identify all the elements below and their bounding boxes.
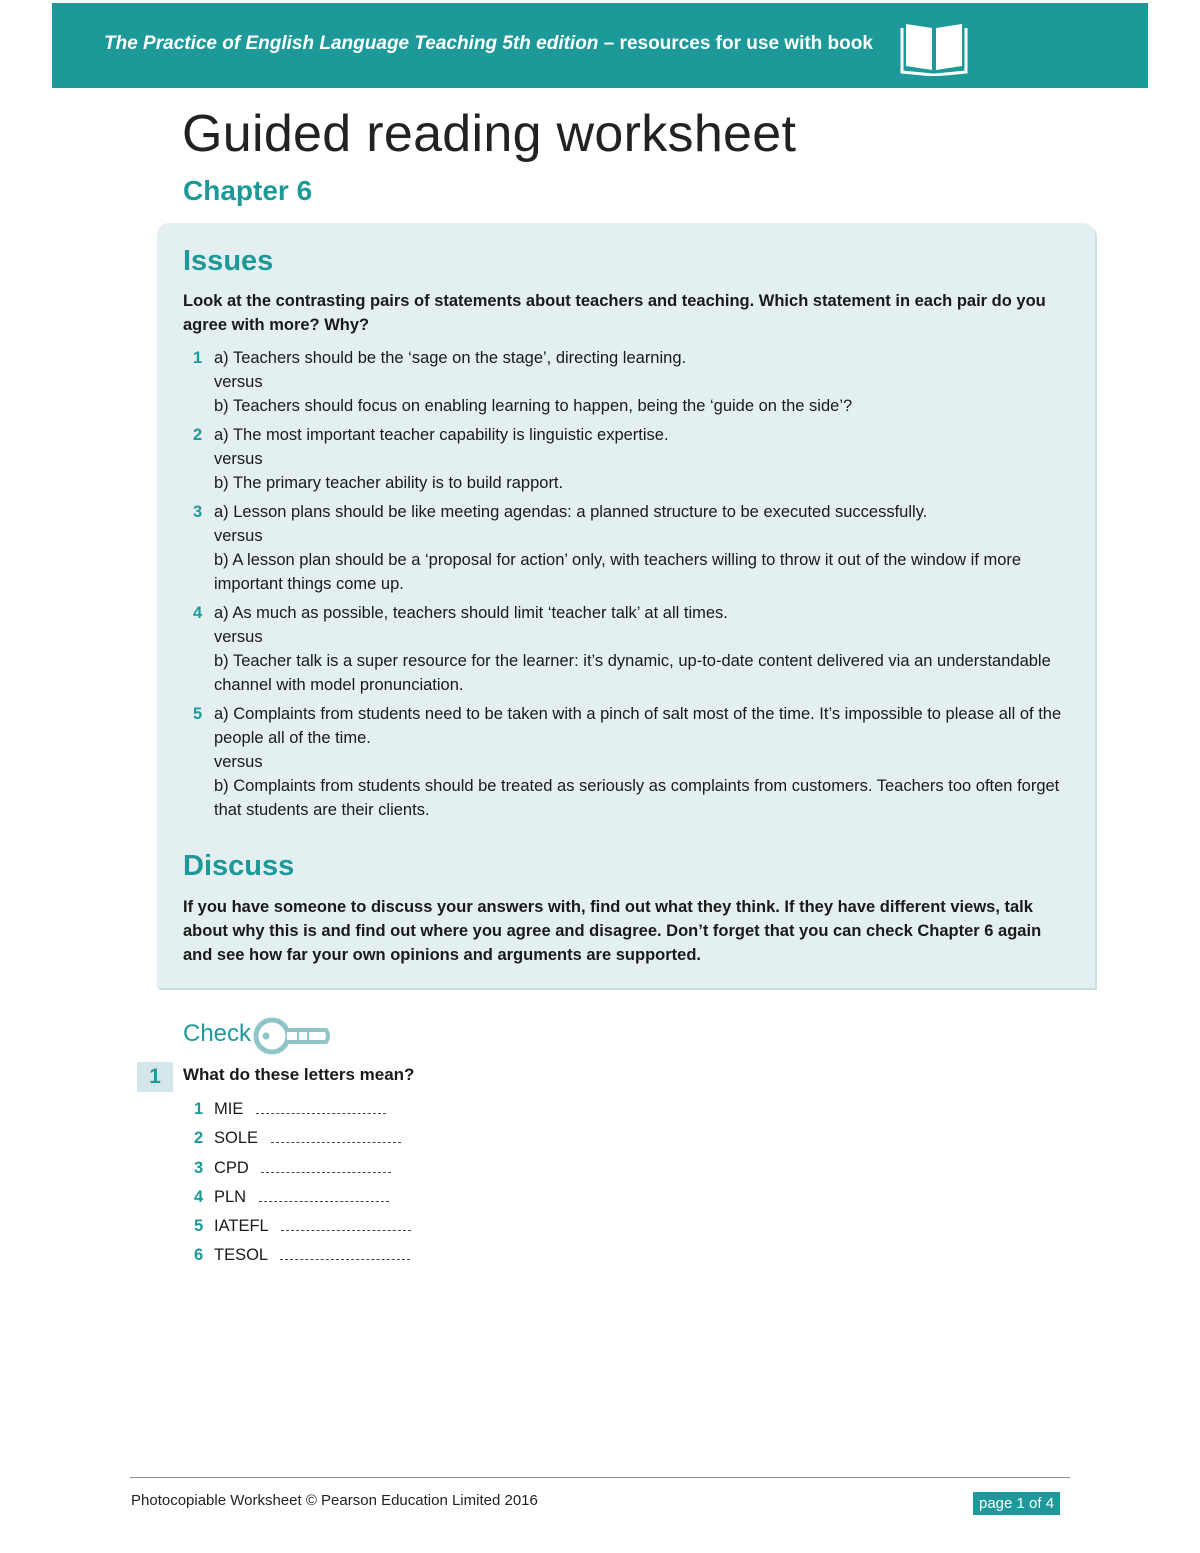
open-book-icon [900, 18, 968, 76]
answer-blank[interactable] [280, 1245, 410, 1260]
list-item [183, 601, 1073, 697]
page-title: Guided reading worksheet [182, 105, 797, 163]
answer-blank[interactable] [259, 1187, 389, 1202]
item-number: 4 [194, 1187, 204, 1206]
versus-label: versus [214, 373, 263, 391]
chapter-subtitle: Chapter 6 [183, 175, 313, 206]
abbreviation: IATEFL [214, 1217, 269, 1236]
banner-title [104, 33, 873, 55]
issues-list [183, 346, 1073, 827]
abbreviation: CPD [214, 1158, 249, 1177]
discuss-instruction: If you have someone to discuss your answers with, find out what they think. If they have different views, talk about why this is and find out where you agree and disagree. Don’t forget that you can check Chapter 6 again and see how far your own opinions and arguments are supported. [183, 898, 1042, 964]
statement-b: b) Complaints from students should be treated as seriously as complaints from customers. Teachers too often forget that students are their clients. [214, 777, 1060, 819]
item-number: 2 [193, 426, 203, 444]
list-item [183, 702, 1073, 822]
abbreviation: PLN [214, 1187, 247, 1206]
issues-heading: Issues [183, 245, 274, 277]
versus-label: versus [214, 753, 263, 771]
list-item [183, 1126, 411, 1155]
answer-blank[interactable] [261, 1158, 391, 1173]
versus-label: versus [214, 628, 263, 646]
footer-divider [130, 1477, 1070, 1478]
abbreviation-list [183, 1097, 411, 1273]
statement-a: a) Teachers should be the ‘sage on the stage’, directing learning. [214, 349, 687, 367]
abbreviation: SOLE [214, 1129, 259, 1148]
list-item [183, 1214, 411, 1243]
question-text: What do these letters mean? [183, 1065, 415, 1084]
banner-title-suffix: – resources for use with book [598, 33, 873, 54]
statement-a: a) Lesson plans should be like meeting agendas: a planned structure to be executed successfully. [214, 503, 928, 521]
versus-label: versus [214, 527, 263, 545]
abbreviation: TESOL [214, 1246, 268, 1265]
statement-a: a) The most important teacher capability is linguistic expertise. [214, 426, 669, 444]
item-number: 3 [193, 503, 203, 521]
issues-instruction: Look at the contrasting pairs of statements about teachers and teaching. Which statement in each pair do you agree with more? Why? [183, 292, 1046, 334]
list-item [183, 1243, 411, 1272]
list-item [183, 1097, 411, 1126]
item-number: 2 [194, 1129, 204, 1148]
statement-b: b) Teachers should focus on enabling learning to happen, being the ‘guide on the side’? [214, 397, 853, 415]
item-number: 1 [193, 349, 203, 367]
statement-b: b) The primary teacher ability is to build rapport. [214, 474, 564, 492]
item-number: 6 [194, 1246, 204, 1265]
discuss-heading: Discuss [183, 850, 295, 882]
key-icon [252, 1015, 332, 1057]
versus-label: versus [214, 450, 263, 468]
abbreviation: MIE [214, 1100, 244, 1118]
page-indicator: page 1 of 4 [973, 1492, 1060, 1515]
statement-a: a) Complaints from students need to be taken with a pinch of salt most of the time. It’s impossible to please all of the people all of the time. [214, 705, 1062, 747]
item-number: 5 [193, 705, 203, 723]
answer-blank[interactable] [256, 1099, 386, 1114]
answer-blank[interactable] [271, 1128, 401, 1143]
list-item [183, 346, 1073, 418]
item-number: 1 [194, 1100, 204, 1118]
statement-a: a) As much as possible, teachers should limit ‘teacher talk’ at all times. [214, 604, 728, 622]
list-item [183, 1185, 411, 1214]
item-number: 3 [194, 1158, 204, 1177]
item-number: 5 [194, 1217, 204, 1236]
answer-blank[interactable] [281, 1216, 411, 1231]
list-item [183, 500, 1073, 596]
statement-b: b) Teacher talk is a super resource for the learner: it’s dynamic, up-to-date content delivered via an understandable channel with model pronunciation. [214, 652, 1051, 694]
check-heading: Check [183, 1020, 252, 1047]
item-number: 4 [193, 604, 203, 622]
question-number: 1 [137, 1062, 173, 1092]
list-item [183, 423, 1073, 495]
statement-b: b) A lesson plan should be a ‘proposal for action’ only, with teachers willing to throw it out of the window if more important things come up. [214, 551, 1022, 593]
list-item [183, 1156, 411, 1185]
banner-title-book: The Practice of English Language Teaching 5th edition [104, 33, 599, 54]
footer-copyright: Photocopiable Worksheet © Pearson Education Limited 2016 [131, 1492, 538, 1509]
